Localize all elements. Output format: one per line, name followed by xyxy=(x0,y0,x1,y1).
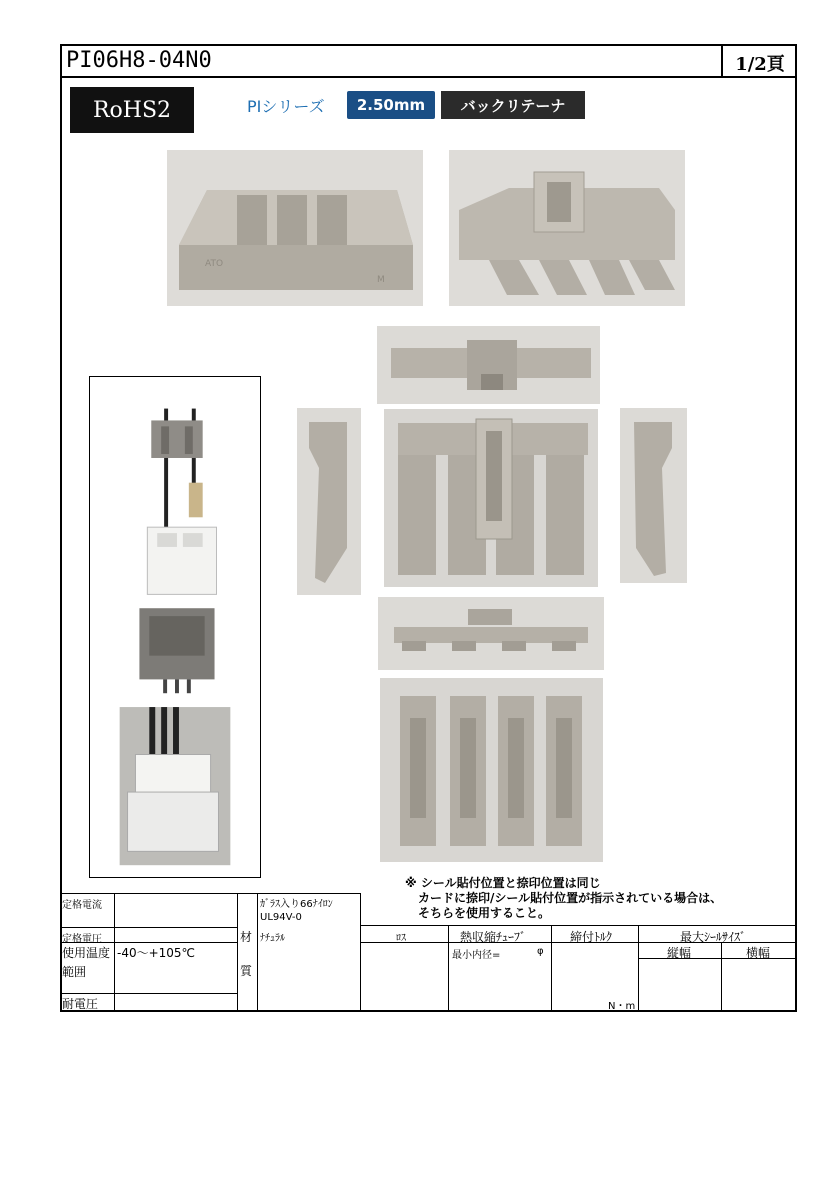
mark-m: M xyxy=(377,275,385,285)
right-side-image xyxy=(620,408,687,583)
temp-range-label-1: 使用温度 xyxy=(62,946,111,960)
torque-unit: N・m xyxy=(608,1001,636,1012)
table-top-right xyxy=(360,925,797,926)
note-line-3: そちらを使用すること。 xyxy=(418,906,551,920)
material-label-2: 質 xyxy=(240,964,253,978)
min-inner-dia: 最小内径= xyxy=(452,950,501,961)
seal-sub-line xyxy=(638,958,797,959)
table-bottom xyxy=(60,1010,797,1012)
col-line-4 xyxy=(360,893,361,1010)
phi-symbol: φ xyxy=(537,946,544,957)
col-line-8 xyxy=(721,942,722,1010)
seal-vertical: 縦幅 xyxy=(667,946,692,960)
material-label-1: 材 xyxy=(240,930,253,944)
top-view-image xyxy=(377,326,600,404)
rohs-badge: RoHS2 xyxy=(70,87,194,133)
photo-back-angle xyxy=(449,150,685,306)
col-line-1 xyxy=(114,893,115,1010)
type-badge: バックリテーナ xyxy=(441,91,585,119)
seal-header: 最大ｼｰﾙｻｲｽﾞ xyxy=(680,930,747,944)
photo-bottom-view xyxy=(378,597,604,670)
material-line-3: ﾅﾁｭﾗﾙ xyxy=(260,933,285,944)
rated-voltage-label: 定格電圧 xyxy=(62,934,102,945)
pitch-badge: 2.50mm xyxy=(347,91,435,119)
left-side-image xyxy=(297,408,361,595)
photo-front-view xyxy=(384,409,598,587)
temp-range-label-2: 範囲 xyxy=(62,965,87,979)
material-line-1: ｶﾞﾗｽ入り66ﾅｲﾛﾝ xyxy=(260,899,333,910)
tube-header: 熱収縮ﾁｭｰﾌﾞ xyxy=(460,930,527,944)
retainer-back-image xyxy=(449,150,685,306)
seal-horizontal: 横幅 xyxy=(746,946,771,960)
mark-ato: ATO xyxy=(205,259,224,269)
page-number: 1/2頁 xyxy=(723,44,797,78)
photo-top-view xyxy=(377,326,600,404)
note-line-1: ※ シール貼付位置と捺印位置は同じ xyxy=(405,876,601,890)
col-line-3 xyxy=(257,893,258,1010)
rated-current-label: 定格電流 xyxy=(62,900,102,911)
col-line-2 xyxy=(237,893,238,1010)
lot-header: ﾛｽ xyxy=(396,933,406,944)
photo-left-side xyxy=(297,408,361,595)
seal-position-note xyxy=(405,876,722,921)
front-view-image xyxy=(384,409,598,587)
col-line-5 xyxy=(448,925,449,1010)
photo-right-side xyxy=(620,408,687,583)
photo-front-angle xyxy=(167,150,423,306)
assembly-illustration-box xyxy=(89,376,261,878)
part-number: PI06H8-04N0 xyxy=(60,44,723,78)
col-line-7 xyxy=(638,925,639,1010)
bottom-view-image xyxy=(378,597,604,670)
withstand-voltage-label: 耐電圧 xyxy=(62,997,99,1011)
rear-view-image xyxy=(380,678,603,862)
col-line-6 xyxy=(551,925,552,1010)
temp-range-value: -40～+105℃ xyxy=(117,946,196,960)
row-line-1 xyxy=(60,927,238,928)
row-line-3 xyxy=(60,993,238,994)
note-line-2: カードに捺印/シール貼付位置が指示されている場合は、 xyxy=(418,891,723,905)
material-line-2: UL94V-0 xyxy=(260,912,302,923)
series-label: PIシリーズ xyxy=(247,97,325,116)
photo-rear-view xyxy=(380,678,603,862)
table-top-left xyxy=(60,893,360,894)
retainer-front-image xyxy=(167,150,423,306)
torque-header: 締付ﾄﾙｸ xyxy=(570,930,613,944)
assembly-illustration xyxy=(90,377,260,877)
